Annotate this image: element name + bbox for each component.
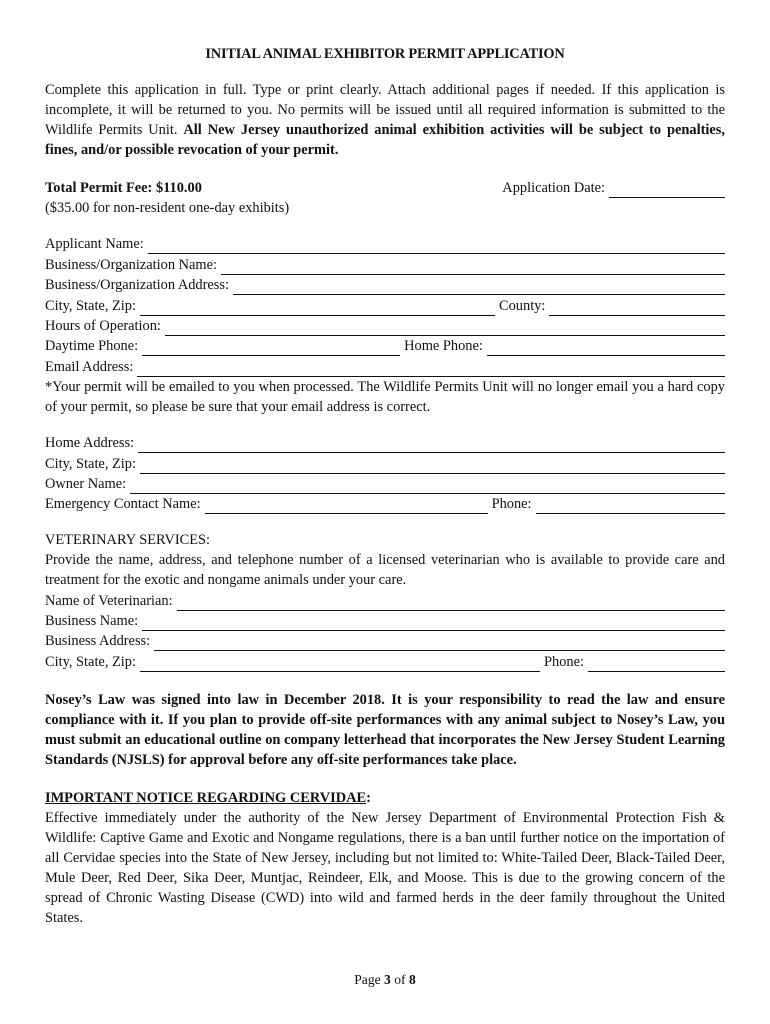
vet-phone-field[interactable] [588,656,725,672]
vet-phone-label: Phone: [544,653,584,670]
application-page [45,44,725,928]
application-date-label: Application Date: [502,180,605,196]
vet-city-state-zip-label: City, State, Zip: [45,653,137,670]
cervidae-heading-row [45,788,725,808]
applicant-name-label: Applicant Name: [45,236,144,253]
cervidae-heading-colon: : [366,789,371,806]
emergency-phone-field[interactable] [536,498,725,514]
city-state-zip-field[interactable] [140,300,495,316]
intro-paragraph [45,80,725,160]
vet-city-state-zip-field[interactable] [140,656,540,672]
vet-name-field[interactable] [177,595,725,611]
applicant-name-field[interactable] [148,238,725,254]
vet-business-name-label: Business Name: [45,613,139,630]
vet-city-state-zip-row [45,651,725,671]
county-field[interactable] [549,300,725,316]
home-address-label: Home Address: [45,435,135,452]
email-label: Email Address: [45,358,134,375]
application-date-field[interactable] [609,182,725,198]
business-name-row [45,254,725,274]
cervidae-heading: IMPORTANT NOTICE REGARDING CERVIDAE [45,789,367,806]
business-name-field[interactable] [221,259,725,275]
applicant-name-row [45,234,725,254]
cervidae-notice: Effective immediately under the authority of the New Jersey Department of Environmental Protection Fish & Wildlife: Captive Game and Exotic and Nongame regulations, there is a ban until further notice on the importation of all Cervidae species into the State of New Jersey, including but not limited to: White-Tailed Deer, Black-Tailed Deer, Mule Deer, Red Deer, Sika Deer, Muntjac, Reindeer, Elk, and Moose. This is due to the growing concern of the spread of Chronic Wasting Disease (CWD) into wild and farmed herds in the deer family throughout the United States. [45,809,725,926]
email-note: *Your permit will be emailed to you when processed. The Wildlife Permits Unit will no longer email you a hard copy of your permit, so please be sure that your email address is correct. [45,378,725,415]
fee-row [45,178,725,198]
hours-row [45,316,725,336]
owner-name-field[interactable] [130,478,725,494]
home-phone-field[interactable] [487,340,725,356]
business-name-label: Business/Organization Name: [45,256,217,273]
email-row [45,356,725,376]
intro-text: Complete this application in full. Type or print clearly. Attach additional pages if needed. If this application is incomplete, it will be returned to you. No permits will be issued until all required information is submitted to the Wildlife Permits Unit. [45,82,725,138]
phone-row [45,336,725,356]
home-address-field[interactable] [138,437,725,453]
intro-warning: All New Jersey unauthorized animal exhibition activities will be subject to penalties, fines, and/or possible revocation of your permit. [45,122,725,158]
page-title: INITIAL ANIMAL EXHIBITOR PERMIT APPLICATION [205,46,565,62]
vet-business-address-label: Business Address: [45,633,151,650]
emergency-contact-field[interactable] [205,498,488,514]
vet-business-address-row [45,631,725,651]
fee-note: ($35.00 for non-resident one-day exhibits) [45,200,290,216]
noseys-law-notice: Nosey’s Law was signed into law in December 2018. It is your responsibility to read the law and ensure compliance with it. If you plan to provide off-site performances with any animal subject to Nosey’s Law, you must submit an educational outline on company letterhead that incorporates the New Jersey Student Learning Standards (NJSLS) for approval before any off-site performances take place. [45,691,725,768]
vet-heading: VETERINARY SERVICES: [45,532,211,549]
business-address-label: Business/Organization Address: [45,277,229,294]
vet-name-row [45,590,725,610]
hours-label: Hours of Operation: [45,317,161,334]
vet-instructions: Provide the name, address, and telephone number of a licensed veterinarian who is available to provide care and treatment for the exotic and nongame animals under your care. [45,552,725,589]
city-state-zip-row [45,295,725,315]
emergency-contact-label: Emergency Contact Name: [45,496,201,513]
email-field[interactable] [137,361,725,377]
owner-name-row [45,474,725,494]
vet-name-label: Name of Veterinarian: [45,592,173,609]
home-phone-label: Home Phone: [404,338,483,355]
home-address-row [45,433,725,453]
application-date-group [502,178,725,198]
footer-middle: of [390,972,409,987]
business-address-row [45,275,725,295]
owner-name-label: Owner Name: [45,475,127,492]
footer-current-page: 3 [384,972,391,987]
vet-business-name-row [45,611,725,631]
vet-business-address-field[interactable] [154,635,725,651]
hours-field[interactable] [165,320,725,336]
footer-total-pages: 8 [408,972,416,987]
daytime-phone-field[interactable] [142,340,400,356]
emergency-phone-label: Phone: [491,496,532,513]
city-state-zip-label: City, State, Zip: [45,297,137,314]
county-label: County: [499,297,546,314]
page-footer [0,970,770,990]
emergency-contact-row [45,494,725,514]
daytime-phone-label: Daytime Phone: [45,338,139,355]
home-city-state-zip-row [45,453,725,473]
permit-fee-label: Total Permit Fee: $110.00 [45,180,202,196]
footer-prefix: Page [354,972,385,987]
vet-business-name-field[interactable] [142,615,725,631]
business-address-field[interactable] [233,279,725,295]
home-city-state-zip-field[interactable] [140,458,725,474]
home-city-state-zip-label: City, State, Zip: [45,455,137,472]
